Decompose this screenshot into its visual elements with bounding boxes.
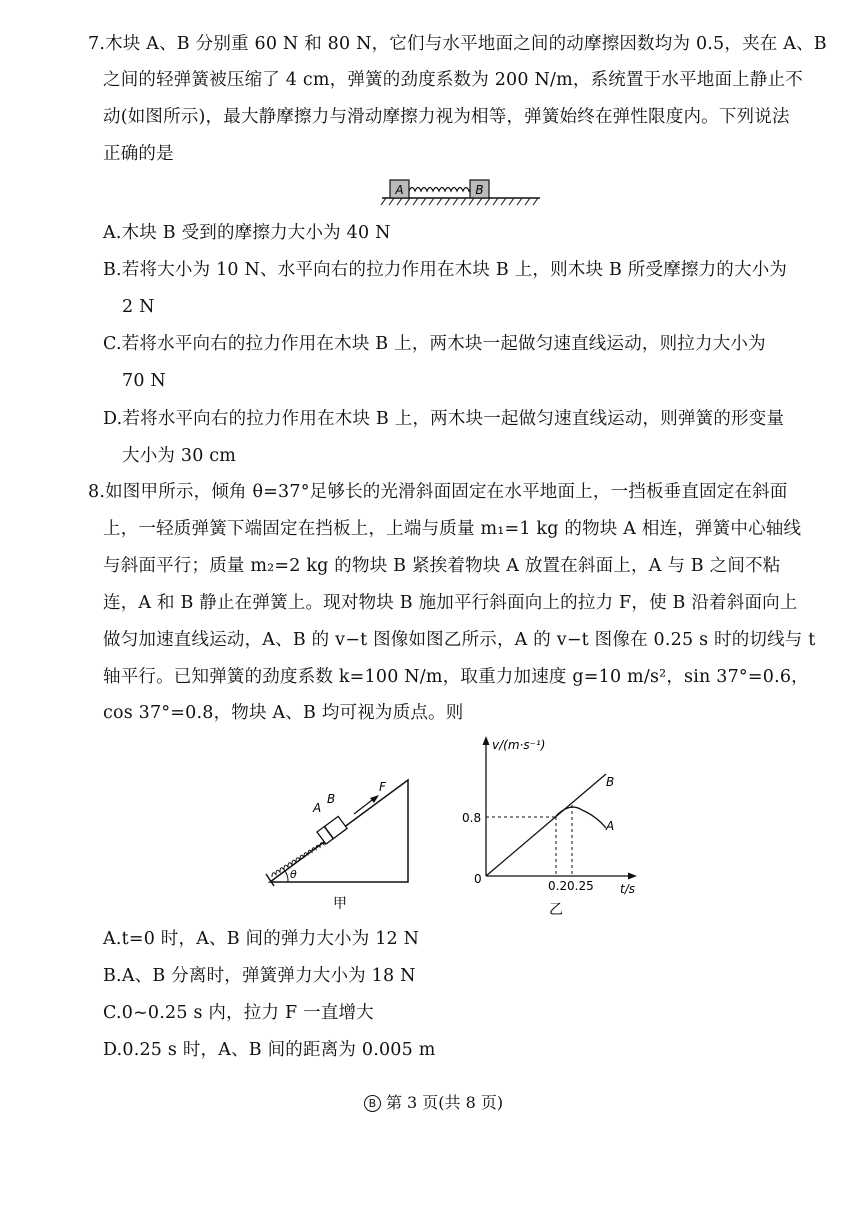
series-b-line xyxy=(486,774,606,876)
incline-label-theta: θ xyxy=(290,868,297,881)
series-a-label: A xyxy=(606,819,615,833)
q8-stem-line-7: cos 37°=0.8，物块 A、B 均可视为质点。则 xyxy=(103,703,464,723)
paper-version-mark: B xyxy=(364,1095,381,1112)
incline-label-f: F xyxy=(379,780,386,794)
q7-option-a: A.木块 B 受到的摩擦力大小为 40 N xyxy=(103,223,391,243)
block-a-label: A xyxy=(395,183,404,197)
q7-option-b: B.若将大小为 10 N、水平向右的拉力作用在木块 B 上，则木块 B 所受摩擦力的大小为 xyxy=(103,260,788,280)
q7-stem-line-4: 正确的是 xyxy=(103,144,174,164)
vt-x-tick-025: 0.25 xyxy=(567,879,594,893)
q8-stem-line-2: 上，一轻质弹簧下端固定在挡板上，上端与质量 m₁=1 kg 的物块 A 相连，弹簧中心轴线 xyxy=(103,519,802,539)
q7-option-c: C.若将水平向右的拉力作用在木块 B 上，两木块一起做匀速直线运动，则拉力大小为 xyxy=(103,334,766,354)
q8-stem-line-5: 做匀加速直线运动，A、B 的 v−t 图像如图乙所示，A 的 v−t 图像在 0.25 s 时的切线与 t xyxy=(103,630,816,650)
q8-figure-yi-vt-graph xyxy=(460,730,660,930)
vt-x-axis-label: t/s xyxy=(620,882,635,896)
q8-option-a: A.t=0 时，A、B 间的弹力大小为 12 N xyxy=(103,929,420,949)
page-number: 第 3 页(共 8 页) xyxy=(385,1093,504,1112)
vt-x-tick-02: 0.2 xyxy=(548,879,568,893)
block-b-label: B xyxy=(475,183,484,197)
incline-spring xyxy=(272,840,328,877)
q7-stem-line-2: 之间的轻弹簧被压缩了 4 cm，弹簧的劲度系数为 200 N/m，系统置于水平地面上静止不 xyxy=(103,70,803,90)
incline-label-a: A xyxy=(313,801,322,815)
q7-option-d-cont: 大小为 30 cm xyxy=(122,446,237,466)
q7-stem-line-3: 动(如图所示)，最大静摩擦力与滑动摩擦力视为相等，弹簧始终在弹性限度内。下列说法 xyxy=(103,107,790,127)
q8-option-d: D.0.25 s 时，A、B 间的距离为 0.005 m xyxy=(103,1040,436,1060)
q7-option-d: D.若将水平向右的拉力作用在木块 B 上，两木块一起做匀速直线运动，则弹簧的形变量 xyxy=(103,409,785,429)
q8-stem-line-3: 与斜面平行；质量 m₂=2 kg 的物块 B 紧挨着物块 A 放置在斜面上，A 与 B 之间不粘 xyxy=(103,556,781,576)
page-footer xyxy=(0,1090,867,1113)
q8-stem-line-1: 8.如图甲所示，倾角 θ=37°足够长的光滑斜面固定在水平地面上，一挡板垂直固定在斜面 xyxy=(88,482,788,502)
figure-jia-caption: 甲 xyxy=(333,896,347,912)
series-a-curve xyxy=(556,807,606,828)
vt-y-axis-label: v/(m·s⁻¹) xyxy=(492,738,546,752)
q7-stem-line-1: 7.木块 A、B 分别重 60 N 和 80 N，它们与水平地面之间的动摩擦因数均为 0.5，夹在 A、B xyxy=(88,34,827,54)
vt-y-tick-08: 0.8 xyxy=(462,811,482,825)
q8-stem-line-6: 轴平行。已知弹簧的劲度系数 k=100 N/m，取重力加速度 g=10 m/s²，sin 37°=0.6， xyxy=(103,667,809,687)
q7-option-b-cont: 2 N xyxy=(122,297,155,317)
q8-option-b: B.A、B 分离时，弹簧弹力大小为 18 N xyxy=(103,966,416,986)
q8-stem-line-4: 连，A 和 B 静止在弹簧上。现对物块 B 施加平行斜面向上的拉力 F，使 B 沿着斜面向上 xyxy=(103,593,798,613)
series-b-label: B xyxy=(606,775,615,789)
incline-label-b: B xyxy=(327,792,336,806)
figure-yi-caption: 乙 xyxy=(549,902,563,918)
q8-option-c: C.0~0.25 s 内，拉力 F 一直增大 xyxy=(103,1003,374,1023)
q8-figure-jia-incline xyxy=(258,770,418,920)
q7-figure-blocks-spring xyxy=(380,174,542,208)
q7-option-c-cont: 70 N xyxy=(122,371,166,391)
vt-origin-label: 0 xyxy=(474,872,482,886)
